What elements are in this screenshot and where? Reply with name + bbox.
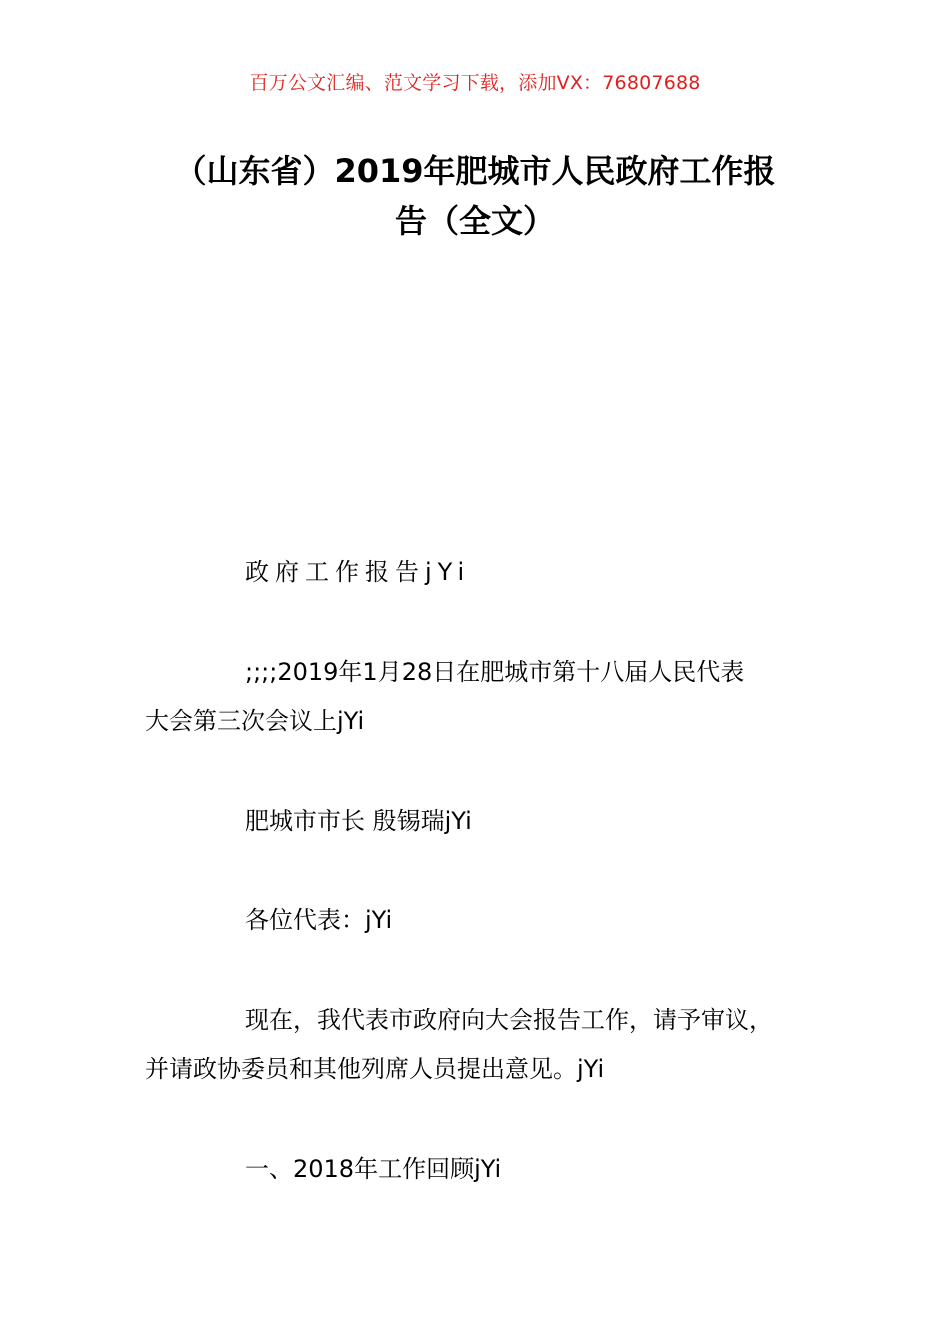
salutation-line: 各位代表：jYi (245, 906, 393, 934)
intro-paragraph-line-1: 现在，我代表市政府向大会报告工作，请予审议， (245, 1006, 773, 1034)
meeting-info-line-1: ;;;;2019年1月28日在肥城市第十八届人民代表 (245, 658, 745, 686)
intro-paragraph-line-2: 并请政协委员和其他列席人员提出意见。jYi (145, 1055, 605, 1083)
meeting-info-line-2: 大会第三次会议上jYi (145, 707, 365, 735)
section-heading-1: 一、2018年工作回顾jYi (245, 1155, 502, 1183)
document-title-line-2: 告（全文） (394, 202, 555, 240)
header-watermark-note: 百万公文汇编、范文学习下载，添加VX：76807688 (249, 72, 701, 94)
author-line: 肥城市市长 殷锡瑞jYi (245, 807, 472, 835)
report-heading: 政府工作报告jYi (245, 558, 471, 586)
document-title-line-1: （山东省）2019年肥城市人民政府工作报 (174, 152, 776, 190)
